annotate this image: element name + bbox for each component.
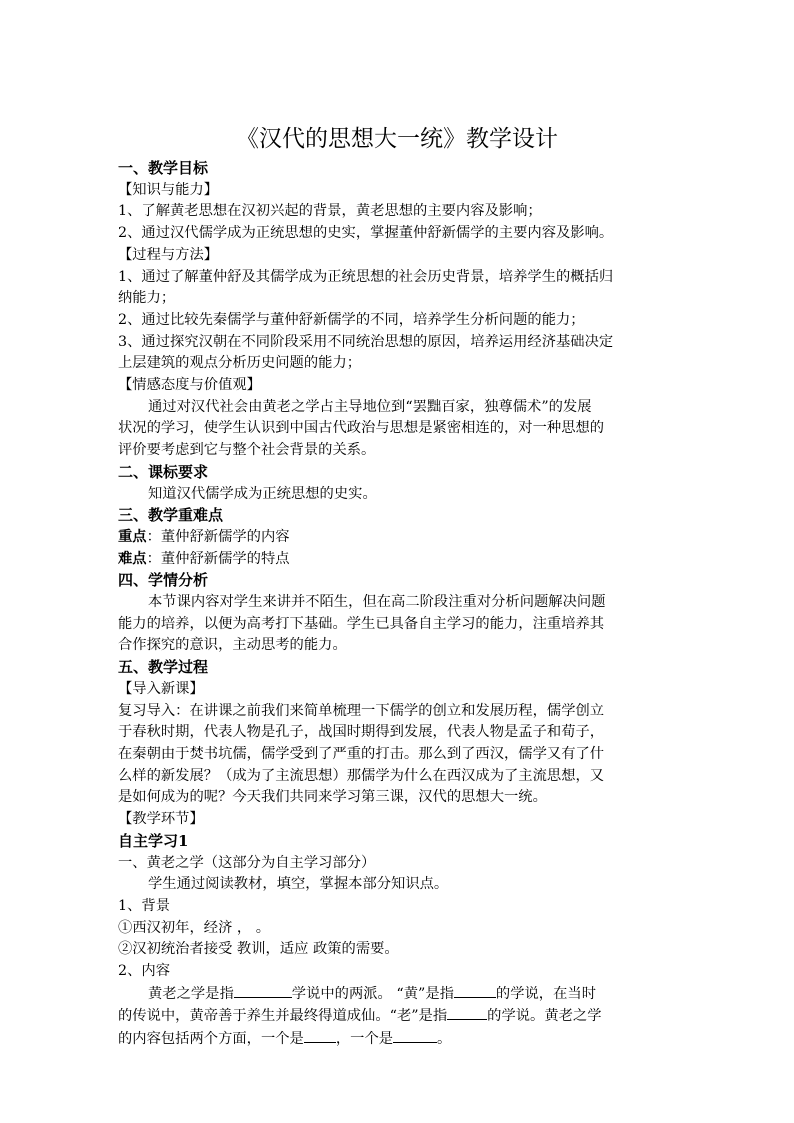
fill-in-line (118, 1028, 676, 1051)
text-run: ，一个是 (335, 1031, 394, 1048)
paragraph-line: 知道汉代儒学成为正统思想的史实。 (148, 485, 377, 502)
subheading-intro: 【导入新课】 (118, 680, 204, 697)
paragraph-line: 通过对汉代社会由黄老之学占主导地位到“罢黜百家，独尊儒术”的发展 (148, 398, 592, 415)
fill-blank[interactable] (304, 1028, 336, 1043)
section-heading-process: 五、教学过程 (118, 658, 209, 677)
subheading-values: 【情感态度与价值观】 (118, 377, 261, 394)
paragraph-line: 3、通过探究汉朝在不同阶段采用不同统治思想的原因，培养运用经济基础决定 (118, 333, 614, 350)
paragraph-line: 复习导入：在讲课之前我们来简单梳理一下儒学的创立和发展历程，儒学创立 (118, 702, 605, 719)
fill-in-line (118, 983, 676, 1006)
text-run: 黄老之学是指 (148, 985, 234, 1002)
paragraph-line: 于春秋时期，代表人物是孔子，战国时期得到发展，代表人物是孟子和荀子， (118, 724, 605, 741)
difficulty-line (118, 549, 676, 571)
paragraph-line: 2、通过比较先秦儒学与董仲舒新儒学的不同，培养学生分析问题的能力； (118, 311, 585, 328)
subheading-knowledge: 【知识与能力】 (118, 181, 219, 198)
paragraph-line: 状况的学习，使学生认识到中国古代政治与思想是紧密相连的，对一种思想的 (118, 420, 605, 437)
document-body (118, 158, 676, 1051)
section-heading-objectives: 一、教学目标 (118, 159, 209, 177)
text-run: 的学说。黄老之学 (487, 1008, 602, 1025)
text-run: 。 (437, 1031, 452, 1048)
section-heading-standards: 二、课标要求 (118, 462, 209, 481)
page-title: 《汉代的思想大一统》教学设计 (236, 126, 558, 152)
key-point-label: 重点 (118, 528, 147, 545)
paragraph-line: 学生通过阅读教材，填空，掌握本部分知识点。 (148, 876, 449, 893)
key-point-text: ：董仲舒新儒学的内容 (146, 528, 290, 545)
difficulty-text: ：董仲舒新儒学的特点 (146, 550, 290, 567)
text-run: 的内容包括两个方面，一个是 (118, 1031, 304, 1048)
paragraph-line: 是如何成为的呢？今天我们共同来学习第三课，汉代的思想大一统。 (118, 789, 547, 806)
paragraph-line: ②汉初统治者接受 教训，适应 政策的需要。 (118, 941, 399, 958)
subheading-teaching-link: 【教学环节】 (118, 811, 204, 828)
paragraph-line: 能力的培养，以便为高考打下基础。学生已具备自主学习的能力，注重培养其 (118, 615, 605, 632)
paragraph-line: 合作探究的意识，主动思考的能力。 (118, 637, 347, 654)
fill-blank[interactable] (393, 1028, 437, 1043)
text-run: 的学说，在当时 (495, 985, 596, 1002)
text-run: 的传说中，黄帝善于养生并最终得道成仙。“老”是指 (118, 1008, 448, 1025)
paragraph-line: 2、通过汉代儒学成为正统思想的史实，掌握董仲舒新儒学的主要内容及影响。 (118, 225, 614, 242)
section-heading-analysis: 四、学情分析 (118, 571, 209, 590)
paragraph-line: 1、了解黄老思想在汉初兴起的背景，黄老思想的主要内容及影响； (118, 203, 542, 220)
self-study-heading: 自主学习1 (118, 831, 189, 850)
paragraph-line: 评价要考虑到它与整个社会背景的关系。 (118, 442, 376, 459)
text-run: 学说中的两派。 “黄”是指 (291, 985, 454, 1002)
subheading-process: 【过程与方法】 (118, 246, 219, 263)
paragraph-line: 2、内容 (118, 963, 170, 980)
paragraph-line: ①西汉初年，经济 ， 。 (118, 919, 271, 936)
paragraph-line: 上层建筑的观点分析历史问题的能力； (118, 355, 362, 372)
paragraph-line: 纳能力； (118, 290, 176, 307)
section-heading-key-points: 三、教学重难点 (118, 506, 224, 525)
paragraph-line: 么样的新发展？（成为了主流思想）那儒学为什么在西汉成为了主流思想，又 (118, 767, 605, 784)
difficulty-label: 难点 (118, 550, 147, 567)
key-point-line (118, 527, 676, 549)
paragraph-line: 1、通过了解董仲舒及其儒学成为正统思想的社会历史背景，培养学生的概括归 (118, 268, 614, 285)
fill-in-line (118, 1005, 676, 1028)
paragraph-line: 1、背景 (118, 897, 170, 914)
paragraph-line: 本节课内容对学生来讲并不陌生，但在高二阶段注重对分析问题解决问题 (148, 594, 606, 611)
fill-blank[interactable] (454, 983, 496, 998)
paragraph-line: 一、黄老之学（这部分为自主学习部分） (118, 854, 376, 871)
paragraph-line: 在秦朝由于焚书坑儒，儒学受到了严重的打击。那么到了西汉，儒学又有了什 (118, 745, 605, 762)
fill-blank[interactable] (234, 983, 292, 998)
fill-blank[interactable] (447, 1005, 487, 1020)
